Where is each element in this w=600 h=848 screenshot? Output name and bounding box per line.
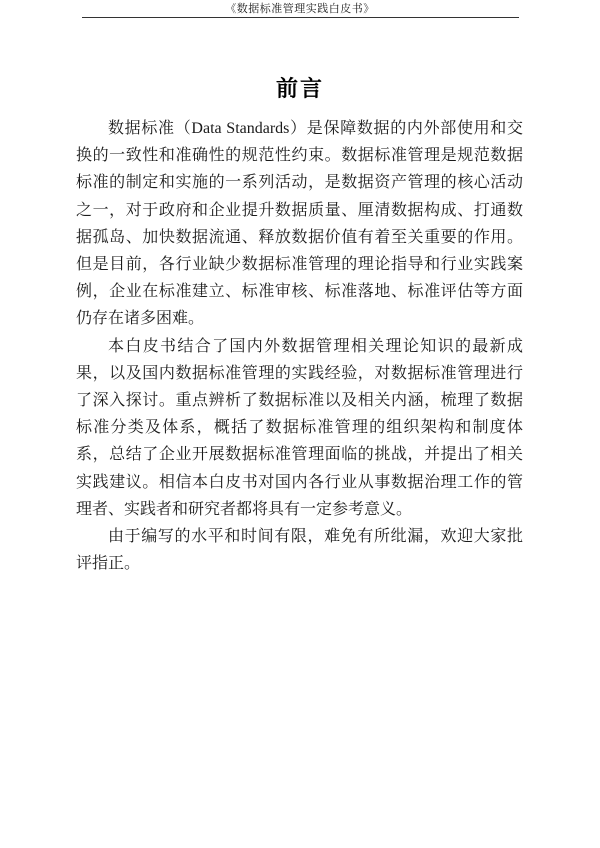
page-header — [0, 0, 600, 18]
paragraph-2: 本白皮书结合了国内外数据管理相关理论知识的最新成果，以及国内数据标准管理的实践经验，对数据标准管理进行了深入探讨。重点辨析了数据标准以及相关内涵，梳理了数据标准分类及体系，概括了数据标准管理的组织架构和制度体系，总结了企业开展数据标准管理面临的挑战，并提出了相关实践建议。相信本白皮书对国内各行业从事数据治理工作的管理者、实践者和研究者都将具有一定参考意义。 — [76, 337, 523, 518]
section-title: 前言 — [275, 76, 324, 101]
paragraph-3: 由于编写的水平和时间有限，难免有所纰漏，欢迎大家批评指正。 — [76, 528, 523, 573]
document-body — [0, 75, 600, 577]
header-divider — [82, 17, 519, 18]
content-area — [76, 115, 523, 577]
header-book-title: 《数据标准管理实践白皮书》 — [225, 3, 375, 15]
paragraph-1: 数据标准（Data Standards）是保障数据的内外部使用和交换的一致性和准确性的规范性约束。数据标准管理是规范数据标准的制定和实施的一系列活动，是数据资产管理的核心活动之一，对于政府和企业提升数据质量、厘清数据构成、打通数据孤岛、加快数据流通、释放数据价值有着至关重要的作用。但是目前，各行业缺少数据标准管理的理论指导和行业实践案例，企业在标准建立、标准审核、标准落地、标准评估等方面仍存在诸多困难。 — [76, 120, 523, 328]
